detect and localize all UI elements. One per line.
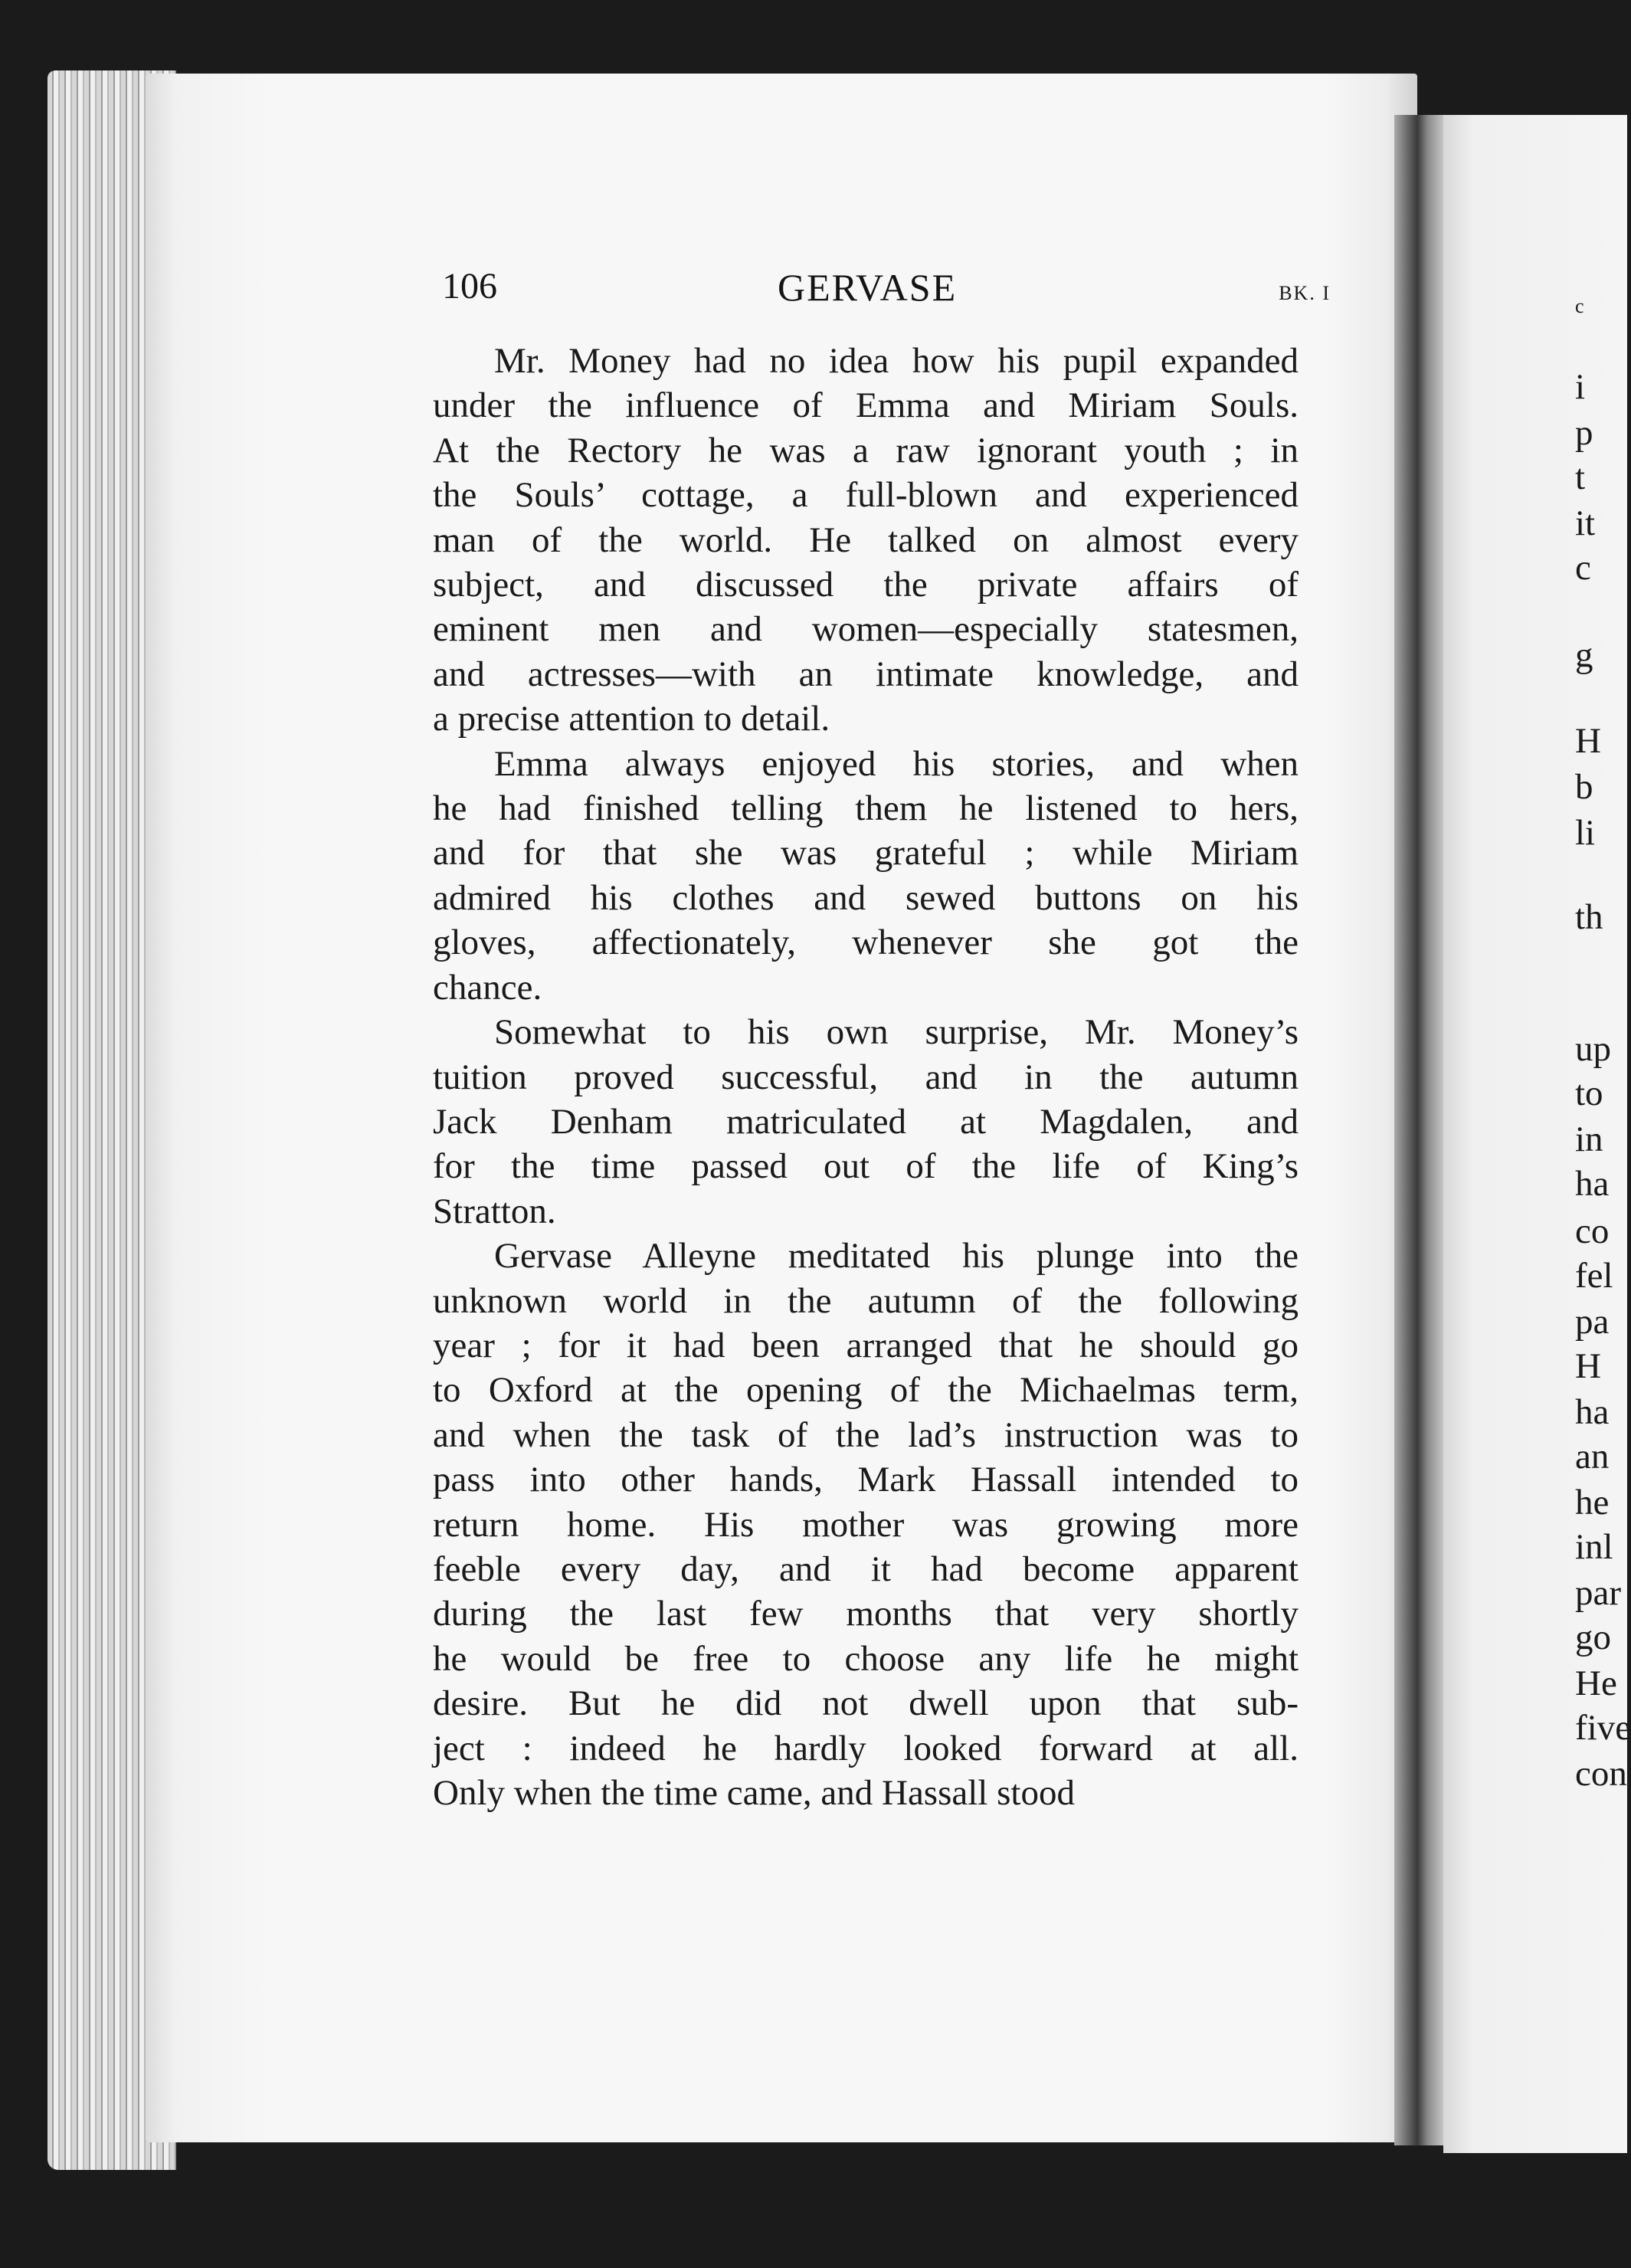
text-line: return home. His mother was growing more (433, 1504, 1299, 1545)
text-line: Gervase Alleyne meditated his plunge into the (494, 1236, 1299, 1277)
facing-page-fragment: He (1575, 1663, 1617, 1703)
text-line: he had finished telling them he listened to hers, (433, 788, 1299, 829)
facing-page-fragment: p (1575, 413, 1593, 453)
facing-page-fragment: go (1575, 1617, 1611, 1657)
facing-page-fragment: g (1575, 635, 1593, 675)
text-line: At the Rectory he was a raw ignorant youth ; in (433, 430, 1299, 470)
text-line: Somewhat to his own surprise, Mr. Money’s (494, 1012, 1299, 1053)
text-line: during the last few months that very shortly (433, 1594, 1299, 1634)
text-line: eminent men and women—especially statesmen, (433, 609, 1299, 650)
text-line: for the time passed out of the life of King’s (433, 1146, 1299, 1187)
text-line: under the influence of Emma and Miriam Souls. (433, 385, 1299, 426)
text-line: Stratton. (433, 1191, 556, 1231)
facing-page-fragment: par (1575, 1573, 1622, 1613)
text-line: subject, and discussed the private affairs of (433, 565, 1299, 605)
text-line: admired his clothes and sewed buttons on his (433, 877, 1299, 918)
running-head: GERVASE (778, 266, 958, 309)
text-line: and when the task of the lad’s instruction was to (433, 1414, 1299, 1455)
facing-page-fragment: t (1575, 457, 1586, 497)
text-line: pass into other hands, Mark Hassall intended to (433, 1460, 1299, 1500)
facing-page-fragment: th (1575, 897, 1603, 937)
text-line: ject : indeed he hardly looked forward at all. (433, 1728, 1299, 1768)
body-text (433, 339, 1299, 1815)
facing-page-fragment: in (1575, 1119, 1603, 1159)
paragraph (433, 1010, 1299, 1234)
text-line: Jack Denham matriculated at Magdalen, and (433, 1101, 1299, 1142)
text-line: Mr. Money had no idea how his pupil expanded (494, 341, 1299, 381)
facing-page-fragment: pa (1575, 1302, 1610, 1342)
book-reference: BK. I (1279, 282, 1331, 304)
facing-page-fragment: i (1575, 367, 1586, 407)
facing-page-fragment: li (1575, 813, 1596, 853)
facing-page-fragment: inl (1575, 1527, 1613, 1567)
facing-page-fragment: H (1575, 721, 1601, 761)
facing-page-fragment: c (1575, 548, 1591, 588)
text-line: and actresses—with an intimate knowledge, and (433, 654, 1299, 694)
text-line: he would be free to choose any life he might (433, 1638, 1299, 1679)
paragraph (433, 742, 1299, 1010)
book-gutter (1394, 115, 1448, 2145)
facing-page-fragment: five (1575, 1708, 1631, 1748)
facing-page-fragment: con (1575, 1754, 1627, 1794)
page-number: 106 (442, 266, 497, 306)
paragraph (433, 339, 1299, 742)
paragraph (433, 1234, 1299, 1815)
facing-page-text (1575, 0, 1631, 2268)
facing-page-fragment: fel (1575, 1256, 1613, 1296)
text-line: chance. (433, 967, 542, 1008)
facing-page-fragment: H (1575, 1346, 1601, 1386)
facing-page-fragment: c (1575, 295, 1584, 317)
facing-page-fragment: to (1575, 1073, 1603, 1113)
text-line: gloves, affectionately, whenever she got the (433, 923, 1299, 963)
text-line: and for that she was grateful ; while Miriam (433, 833, 1299, 873)
page-header (442, 261, 1331, 322)
text-line: Emma always enjoyed his stories, and when (494, 743, 1299, 784)
text-line: a precise attention to detail. (433, 699, 830, 739)
facing-page-fragment: ha (1575, 1392, 1610, 1432)
facing-page-fragment: up (1575, 1029, 1611, 1069)
text-line: Only when the time came, and Hassall stood (433, 1773, 1075, 1813)
text-line: man of the world. He talked on almost every (433, 519, 1299, 560)
text-line: unknown world in the autumn of the following (433, 1280, 1299, 1321)
facing-page-fragment: ha (1575, 1164, 1610, 1204)
text-line: tuition proved successful, and in the autumn (433, 1057, 1299, 1097)
facing-page-fragment: co (1575, 1211, 1610, 1251)
text-line: the Souls’ cottage, a full-blown and experienced (433, 475, 1299, 516)
text-line: year ; for it had been arranged that he should go (433, 1325, 1299, 1365)
facing-page-fragment: it (1575, 503, 1596, 543)
facing-page-fragment: he (1575, 1483, 1610, 1522)
facing-page-fragment: an (1575, 1437, 1610, 1476)
text-line: feeble every day, and it had become apparent (433, 1549, 1299, 1589)
text-line: desire. But he did not dwell upon that sub- (433, 1683, 1299, 1724)
facing-page-fragment: b (1575, 767, 1593, 807)
text-line: to Oxford at the opening of the Michaelmas term, (433, 1370, 1299, 1411)
